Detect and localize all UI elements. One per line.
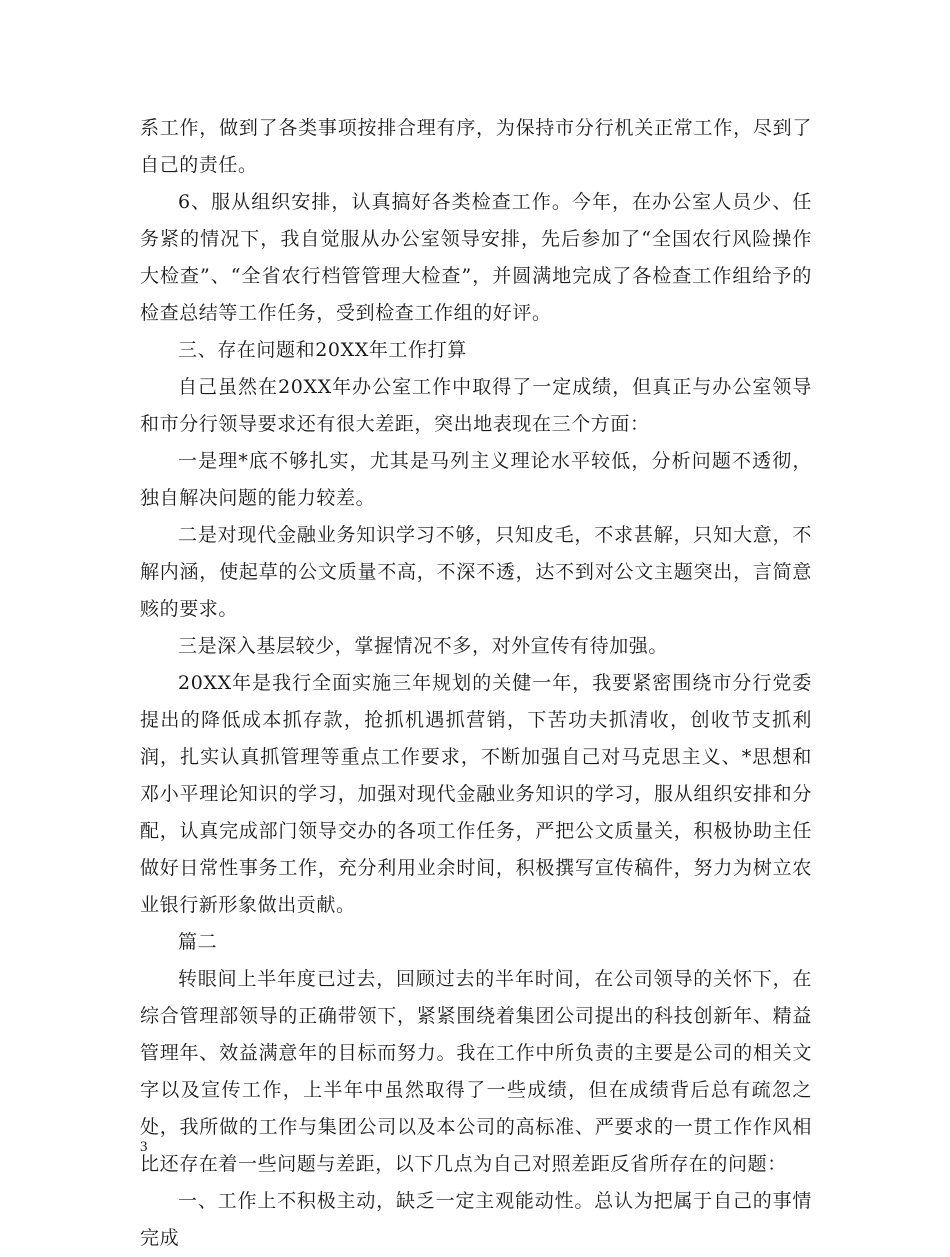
paragraph-6: 二是对现代金融业务知识学习不够，只知皮毛，不求甚解，只知大意，不解内涵，使起草的公文质量不高，不深不透，达不到对公文主题突出，言简意赅的要求。 bbox=[140, 524, 812, 620]
paragraph-10: 转眼间上半年度已过去，回顾过去的半年时间，在公司领导的关怀下，在综合管理部领导的正确带领下，紧紧围绕着集团公司提出的科技创新年、精益管理年、效益满意年的目标而努力。我在工作中所负责的主要是公司的相关文字以及宣传工作，上半年中虽然取得了一些成绩，但在成绩背后总有疏忽之处，我所做的工作与集团公司以及本公司的高标准、严要求的一贯工作作风相比还存在着一些问题与差距，以下几点为自己对照差距反省所存在的问题： bbox=[140, 968, 812, 1175]
paragraph-8: 20XX年是我行全面实施三年规划的关健一年，我要紧密围绕市分行党委提出的降低成本抓存款，抢抓机遇抓营销，下苦功夫抓清收，创收节支抓利润，扎实认真抓管理等重点工作要求，不断加强自己对马克思主义、*思想和邓小平理论知识的学习，加强对现代金融业务知识的学习，服从组织安排和分配，认真完成部门领导交办的各项工作任务，严把公文质量关，积极协助主任做好日常性事务工作，充分利用业余时间，积极撰写宣传稿件，努力为树立农业银行新形象做出贡献。 bbox=[140, 672, 812, 916]
paragraph-4: 自己虽然在20XX年办公室工作中取得了一定成绩，但真正与办公室领导和市分行领导要求还有很大差距，突出地表现在三个方面： bbox=[140, 376, 812, 435]
paragraph-2: 6、服从组织安排，认真搞好各类检查工作。今年，在办公室人员少、任务紧的情况下，我自觉服从办公室领导安排，先后参加了“全国农行风险操作大检查”、“全省农行档管管理大检查”，并圆满地完成了各检查工作组给予的检查总结等工作任务，受到检查工作组的好评。 bbox=[140, 191, 812, 324]
page-number: 3 bbox=[140, 1139, 148, 1155]
section-heading-part-two: 篇二 bbox=[178, 931, 218, 953]
paragraph-1: 系工作，做到了各类事项按排合理有序，为保持市分行机关正常工作，尽到了自己的责任。 bbox=[140, 117, 812, 176]
document-page bbox=[140, 110, 812, 1257]
paragraph-7: 三是深入基层较少，掌握情况不多，对外宣传有待加强。 bbox=[178, 635, 669, 657]
paragraph-11: 一、工作上不积极主动，缺乏一定主观能动性。总认为把属于自己的事情完成 bbox=[140, 1190, 812, 1249]
section-heading-3: 三、存在问题和20XX年工作打算 bbox=[178, 339, 467, 361]
paragraph-5: 一是理*底不够扎实，尤其是马列主义理论水平较低，分析问题不透彻，独自解决问题的能力较差。 bbox=[140, 450, 812, 509]
